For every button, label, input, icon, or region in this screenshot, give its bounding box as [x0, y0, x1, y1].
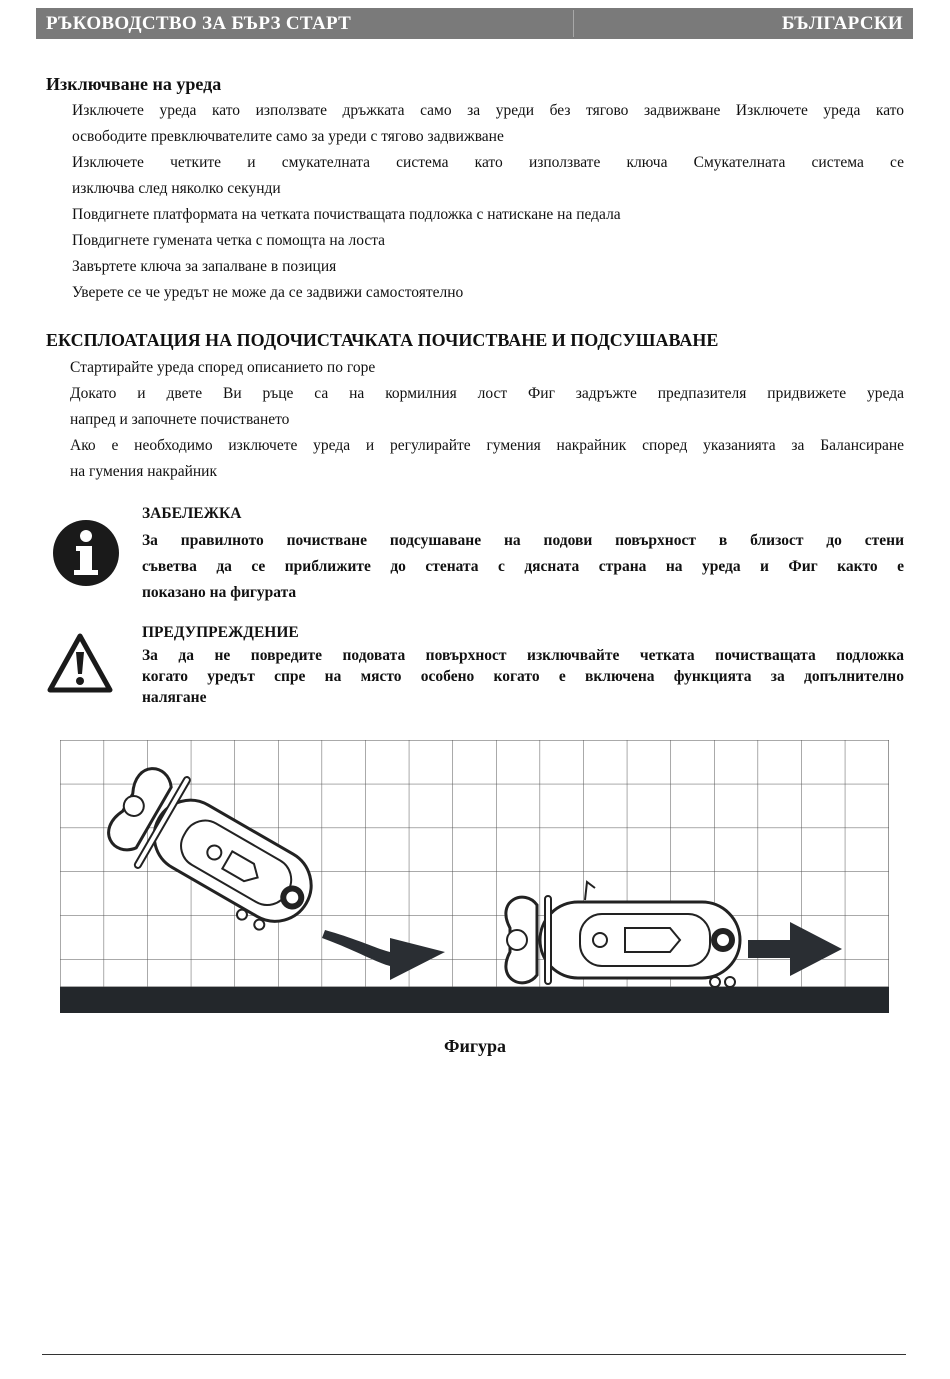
warning-title: ПРЕДУПРЕЖДЕНИЕ [142, 624, 299, 641]
header-divider [573, 10, 574, 37]
paragraph-2-line-2: изключва след няколко секунди [72, 180, 281, 197]
paragraph-2-line-1: Изключете четките и смукателната система като използвате ключа Смукателната система се [72, 154, 904, 171]
paragraph-1-line-1: Изключете уреда като използвате дръжката само за уреди без тягово задвижване Изключете уреда като [72, 102, 904, 119]
op-paragraph-3-line-2: на гумения накрайник [70, 463, 217, 480]
op-paragraph-1: Стартирайте уреда според описанието по горе [70, 359, 376, 376]
op-paragraph-2-line-1: Докато и двете Ви ръце са на кормилния лост Фиг задръжте предпазителя придвижете уреда [70, 385, 904, 402]
figure-illustration [60, 740, 889, 1013]
header-language: БЪЛГАРСКИ [781, 13, 903, 34]
op-paragraph-3-line-1: Ако е необходимо изключете уреда и регулирайте гумения накрайник според указанията за Балансиране [70, 437, 904, 454]
paragraph-4: Повдигнете гумената четка с помощта на лоста [72, 232, 386, 249]
warning-line-2: когато уредът спре на място особено когато е включена функцията за допълнително [142, 668, 904, 685]
paragraph-1-line-2: освободите превключвателите само за уреди с тягово задвижване [72, 128, 504, 145]
paragraph-3: Повдигнете платформата на четката почистващата подложка с натискане на педала [72, 206, 621, 223]
op-paragraph-2-line-2: напред и започнете почистването [70, 411, 290, 428]
note-line-1: За правилното почистване подсушаване на подови повърхност в близост до стени [142, 532, 904, 549]
section-title-operation: ЕКСПЛОАТАЦИЯ НА ПОДОЧИСТАЧКАТА ПОЧИСТВАНЕ И ПОДСУШАВАНЕ [46, 330, 719, 350]
page-header [36, 8, 913, 39]
warning-icon [46, 632, 114, 694]
note-title: ЗАБЕЛЕЖКА [142, 505, 242, 522]
warning-line-1: За да не повредите подовата повърхност изключвайте четката почистващата подложка [142, 647, 904, 664]
note-line-2: съветва да се приближите до стената с дясната страна на уреда и Фиг както е [142, 558, 904, 575]
header-title: РЪКОВОДСТВО ЗА БЪРЗ СТАРТ [46, 13, 352, 34]
wall [60, 987, 889, 1013]
paragraph-6: Уверете се че уредът не може да се задвижи самостоятелно [72, 284, 464, 301]
info-icon [52, 519, 120, 587]
note-line-3: показано на фигурата [142, 584, 297, 601]
figure-caption: Фигура [443, 1036, 506, 1056]
section-title-switch-off: Изключване на уреда [46, 74, 222, 94]
warning-line-3: налягане [142, 689, 207, 706]
footer-rule [42, 1354, 906, 1355]
paragraph-5: Завъртете ключа за запалване в позиция [72, 258, 337, 275]
